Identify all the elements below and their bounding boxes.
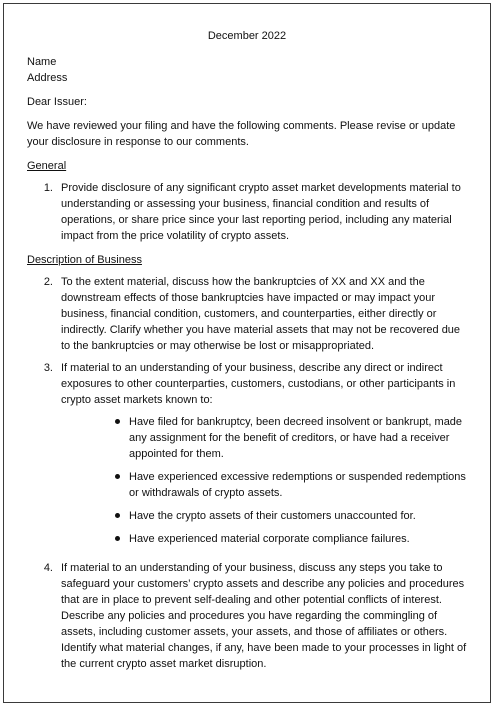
- comment-item-4: [27, 560, 467, 672]
- item-number: 2.: [43, 276, 53, 288]
- bullet-icon: [61, 531, 129, 547]
- bullet-text: Have the crypto assets of their customers unaccounted for.: [129, 510, 416, 522]
- section-heading-general: General: [27, 160, 67, 172]
- section-heading-business: Description of Business: [27, 254, 142, 266]
- item-body: [61, 360, 467, 554]
- item-number: 3.: [43, 362, 53, 374]
- bullet-item: [61, 414, 467, 462]
- bullet-icon: [61, 508, 129, 524]
- bullet-item: [61, 531, 467, 547]
- bullet-icon: [61, 469, 129, 501]
- item-text: Provide disclosure of any significant crypto asset market developments material to understanding or assessing your business, financial condition and results of operations, or share price since your last reporting period, including any material impact from the price volatility of crypto assets.: [61, 182, 461, 242]
- comment-item-1: [27, 180, 467, 244]
- bullet-text: Have experienced material corporate compliance failures.: [129, 533, 410, 545]
- salutation: Dear Issuer:: [27, 96, 87, 108]
- bullet-icon: [61, 414, 129, 462]
- comment-letter: [27, 28, 467, 678]
- bullet-item: [61, 508, 467, 524]
- bullet-list: [61, 414, 467, 547]
- bullet-text: Have filed for bankruptcy, been decreed insolvent or bankrupt, made any assignment for the benefit of creditors, or have had a receiver appointed for them.: [129, 416, 463, 460]
- item-text: To the extent material, discuss how the bankruptcies of XX and XX and the downstream effects of those bankruptcies have impacted or may impact your business, financial condition, customers, and counterparties, either directly or indirectly. Clarify whether you have material assets that may not be recovered due to the bankruptcies or may otherwise be lost or misappropriated.: [61, 276, 461, 352]
- item-number: 1.: [43, 182, 53, 194]
- item-number: 4.: [43, 562, 53, 574]
- recipient-address: Address: [27, 72, 68, 84]
- bullet-text: Have experienced excessive redemptions or suspended redemptions or withdrawals of crypto assets.: [129, 471, 466, 499]
- bullet-item: [61, 469, 467, 501]
- item-text: If material to an understanding of your business, discuss any steps you take to safeguard your customers’ crypto assets and describe any policies and procedures that are in place to prevent self-dealing and other potential conflicts of interest. Describe any policies and procedures you have regarding the commingling of assets, including customer assets, your assets, and those of affiliates or others. Identify what material changes, if any, have been made to your processes in light of the current crypto asset market disruption.: [61, 562, 467, 670]
- letter-date: December 2022: [207, 30, 287, 42]
- comment-item-2: [27, 274, 467, 354]
- recipient-name: Name: [27, 56, 57, 68]
- item-text: If material to an understanding of your business, describe any direct or indirect exposures to other counterparties, customers, custodians, or other participants in crypto asset markets known to:: [61, 362, 456, 406]
- recipient-block: [27, 54, 467, 86]
- intro-paragraph: We have reviewed your filing and have the following comments. Please revise or update your disclosure in response to our comments.: [27, 120, 456, 148]
- comment-item-3: [27, 360, 467, 554]
